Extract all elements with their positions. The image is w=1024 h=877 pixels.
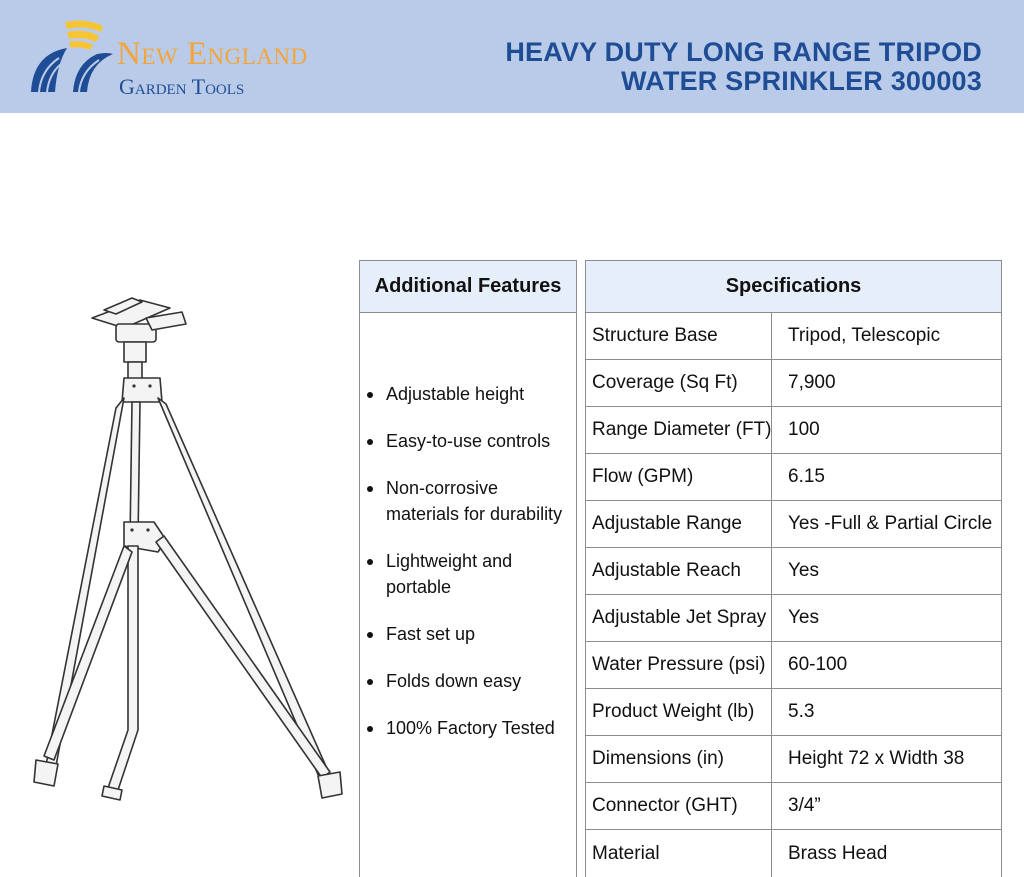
- feature-item: Easy-to-use controls: [364, 428, 576, 454]
- brand-name-line1: New England: [117, 36, 308, 72]
- product-title: [505, 38, 982, 96]
- spec-value: 100: [788, 419, 820, 440]
- spec-label: Coverage (Sq Ft): [586, 360, 772, 406]
- spec-value: 5.3: [788, 701, 815, 722]
- product-title-line1: HEAVY DUTY LONG RANGE TRIPOD: [505, 37, 982, 67]
- spec-row: [586, 501, 1001, 548]
- feature-item: Fast set up: [364, 621, 576, 647]
- specifications-panel: [585, 260, 1002, 877]
- spec-row: [586, 454, 1001, 501]
- spec-value: 7,900: [788, 372, 836, 393]
- spec-value: 6.15: [788, 466, 825, 487]
- feature-item: 100% Factory Tested: [364, 715, 576, 741]
- spec-label: Water Pressure (psi): [586, 642, 772, 688]
- logo-emblem-icon: [27, 14, 117, 104]
- spec-row: [586, 736, 1001, 783]
- spec-label: Product Weight (lb): [586, 689, 772, 735]
- feature-item: Non-corrosive materials for durability: [364, 475, 576, 527]
- feature-item: Adjustable height: [364, 381, 576, 407]
- spec-row: [586, 360, 1001, 407]
- features-list: [360, 381, 576, 762]
- feature-item: Lightweight and portable: [364, 548, 576, 600]
- spec-label: Range Diameter (FT): [586, 407, 772, 453]
- specifications-heading: Specifications: [586, 261, 1001, 313]
- spec-row: [586, 689, 1001, 736]
- spec-value: 3/4”: [788, 795, 821, 816]
- spec-label: Adjustable Reach: [586, 548, 772, 594]
- spec-row: [586, 642, 1001, 689]
- spec-value: 60-100: [788, 654, 848, 675]
- spec-value: Brass Head: [788, 842, 888, 864]
- spec-value: Yes: [788, 560, 819, 581]
- spec-value: Yes: [788, 607, 819, 628]
- spec-row: [586, 595, 1001, 642]
- spec-row: [586, 830, 1001, 877]
- spec-label: Connector (GHT): [586, 783, 772, 829]
- spec-label: Material: [586, 830, 772, 877]
- specifications-table: [586, 313, 1001, 877]
- spec-row: [586, 783, 1001, 830]
- spec-value: Height 72 x Width 38: [788, 748, 965, 769]
- spec-label: Dimensions (in): [586, 736, 772, 782]
- spec-row: [586, 548, 1001, 595]
- tripod-sprinkler-icon: [20, 290, 350, 820]
- spec-value: Yes -Full & Partial Circle: [788, 513, 993, 534]
- spec-row: [586, 313, 1001, 360]
- spec-label: Adjustable Range: [586, 501, 772, 547]
- additional-features-panel: [359, 260, 577, 877]
- brand-name-line2: Garden Tools: [119, 74, 245, 99]
- product-title-line2: WATER SPRINKLER 300003: [620, 66, 982, 96]
- spec-value: Tripod, Telescopic: [788, 325, 941, 346]
- spec-label: Flow (GPM): [586, 454, 772, 500]
- spec-label: Adjustable Jet Spray: [586, 595, 772, 641]
- feature-item: Folds down easy: [364, 668, 576, 694]
- tripod-sprinkler-illustration: [20, 290, 350, 820]
- brand-logo: [27, 14, 367, 104]
- additional-features-heading: Additional Features: [360, 261, 576, 313]
- spec-label: Structure Base: [586, 313, 772, 359]
- spec-row: [586, 407, 1001, 454]
- header-banner: [0, 0, 1024, 113]
